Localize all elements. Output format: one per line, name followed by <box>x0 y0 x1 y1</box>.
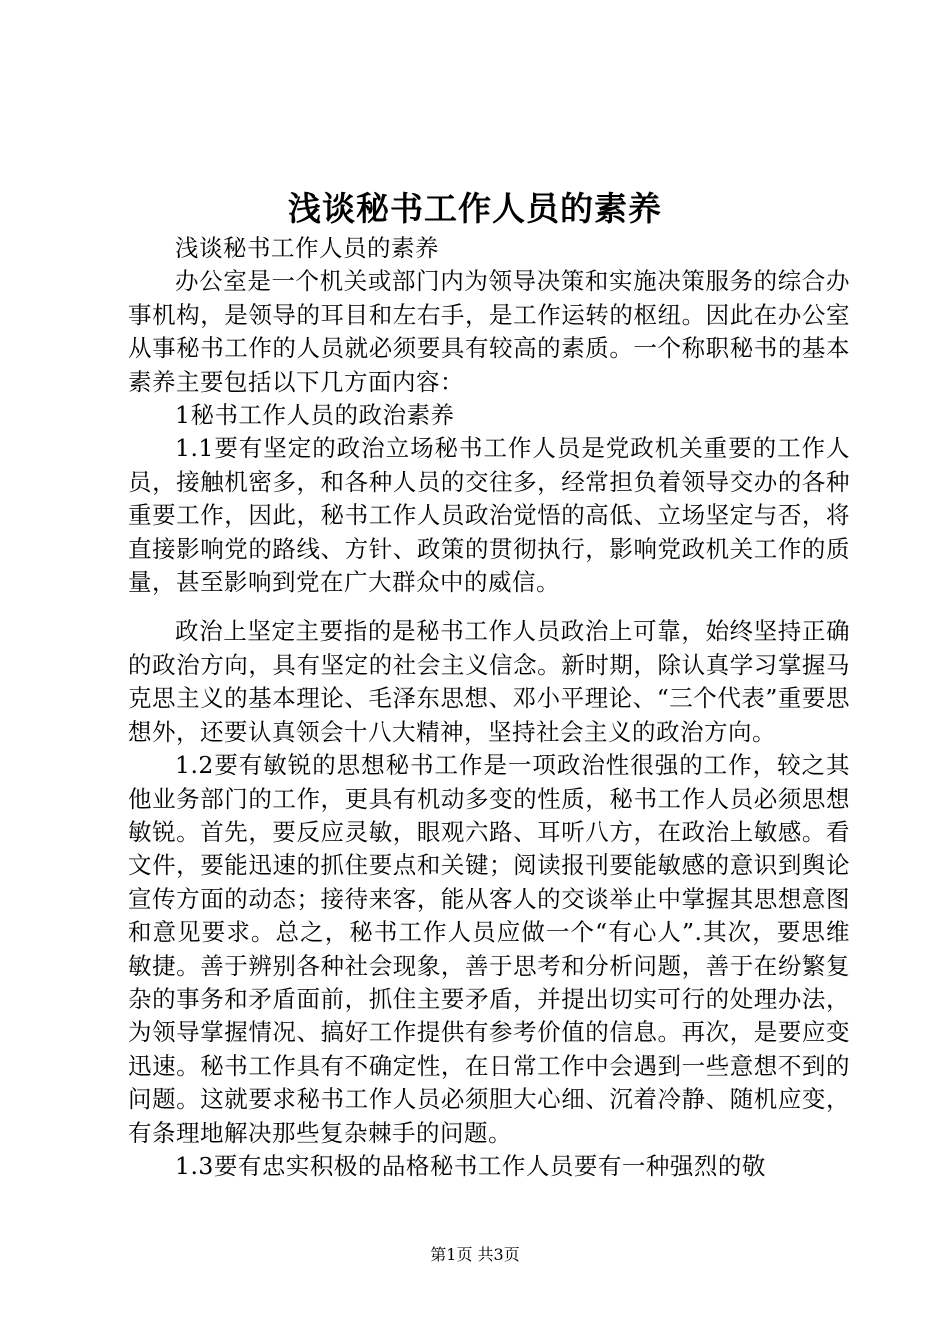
paragraph: 1.1要有坚定的政治立场秘书工作人员是党政机关重要的工作人员，接触机密多，和各种人员的交往多，经常担负着领导交办的各种重要工作，因此，秘书工作人员政治觉悟的高低、立场坚定与否，将直接影响党的路线、方针、政策的贯彻执行，影响党政机关工作的质量，甚至影响到党在广大群众中的威信。 <box>128 434 850 597</box>
document-body <box>128 232 850 1183</box>
paragraph: 办公室是一个机关或部门内为领导决策和实施决策服务的综合办事机构，是领导的耳目和左右手，是工作运转的枢纽。因此在办公室从事秘书工作的人员就必须要具有较高的素质。一个称职秘书的基本素养主要包括以下几方面内容： <box>128 267 850 396</box>
page-footer: 第1页 共3页 <box>430 1245 520 1264</box>
document-title: 浅谈秘书工作人员的素养 <box>288 189 662 228</box>
paragraph: 浅谈秘书工作人员的素养 <box>175 234 439 262</box>
paragraph: 1.3要有忠实积极的品格秘书工作人员要有一种强烈的敬 <box>175 1151 766 1180</box>
section-heading: 1秘书工作人员的政治素养 <box>175 401 455 430</box>
paragraph: 政治上坚定主要指的是秘书工作人员政治上可靠，始终坚持正确的政治方向，具有坚定的社会主义信念。新时期，除认真学习掌握马克思主义的基本理论、毛泽东思想、邓小平理论、“三个代表”重要思想外，还要认真领会十八大精神，坚持社会主义的政治方向。 <box>128 617 850 746</box>
paragraph: 1.2要有敏锐的思想秘书工作是一项政治性很强的工作，较之其他业务部门的工作，更具有机动多变的性质，秘书工作人员必须思想敏锐。首先，要反应灵敏，眼观六路、耳听八方，在政治上敏感。看文件，要能迅速的抓住要点和关键；阅读报刊要能敏感的意识到舆论宣传方面的动态；接待来客，能从客人的交谈举止中掌握其思想意图和意见要求。总之，秘书工作人员应做一个“有心人”.其次，要思维敏捷。善于辨别各种社会现象，善于思考和分析问题，善于在纷繁复杂的事务和矛盾面前，抓住主要矛盾，并提出切实可行的处理办法，为领导掌握情况、搞好工作提供有参考价值的信息。再次，是要应变迅速。秘书工作具有不确定性，在日常工作中会遇到一些意想不到的问题。这就要求秘书工作人员必须胆大心细、沉着冷静、随机应变，有条理地解决那些复杂棘手的问题。 <box>128 751 850 1147</box>
